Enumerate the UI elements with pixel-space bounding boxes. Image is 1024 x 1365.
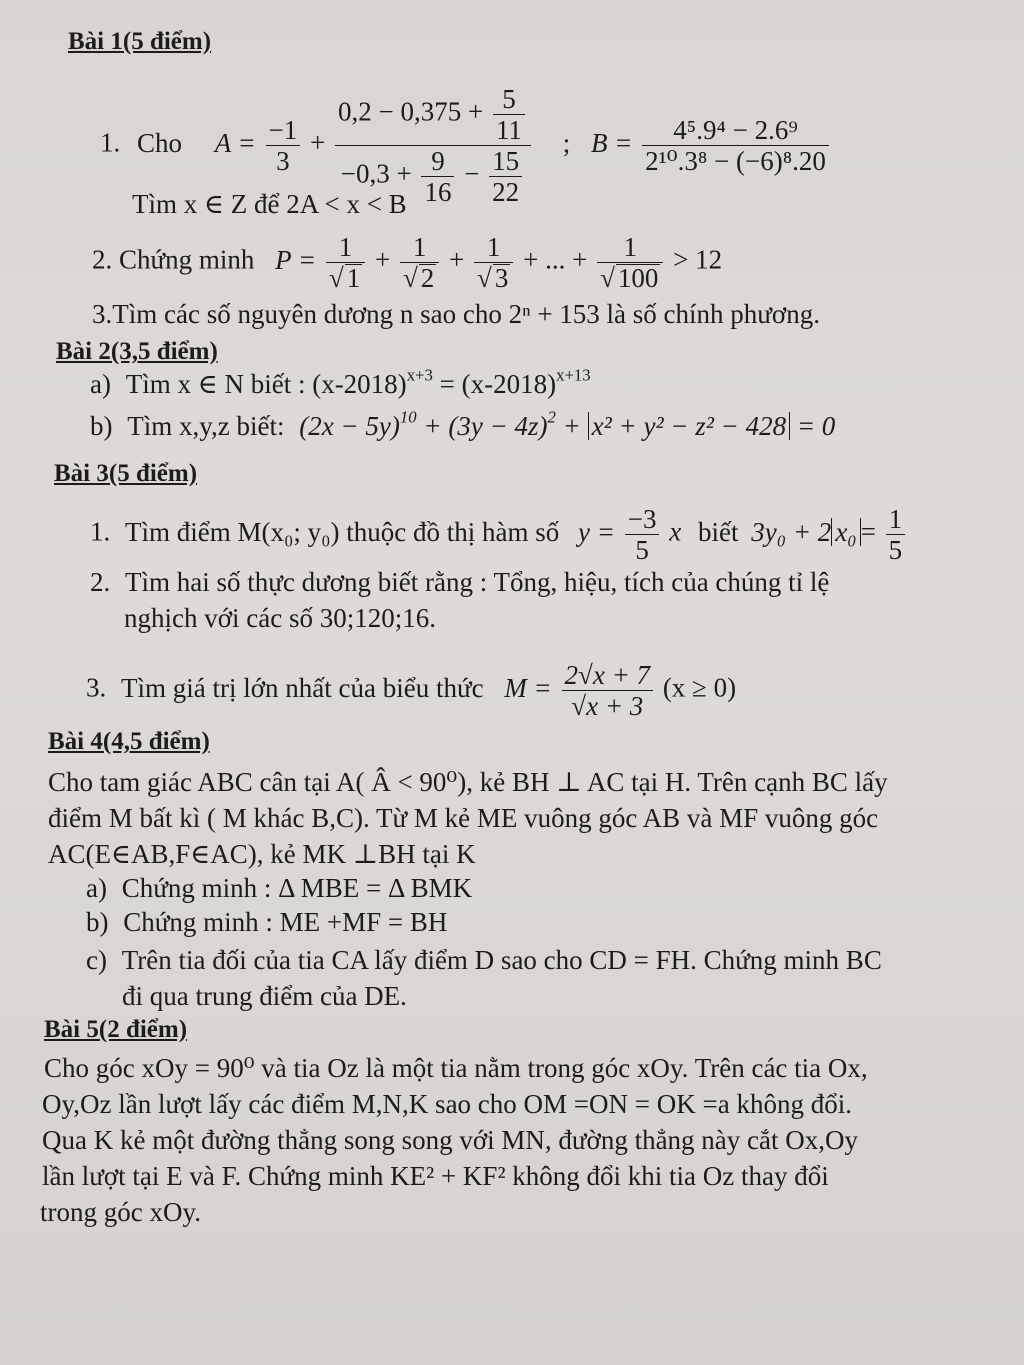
bai2-b-t1: (2x − 5y) bbox=[299, 411, 400, 441]
P-term-2-num: 1 bbox=[400, 232, 439, 263]
A-num-fraction bbox=[493, 84, 525, 145]
B-denominator: 2¹⁰.3⁸ − (−6)⁸.20 bbox=[645, 146, 826, 176]
bai3-q3-text: Tìm giá trị lớn nhất của biểu thức bbox=[121, 672, 484, 703]
A-den-f2-den: 22 bbox=[492, 177, 520, 207]
bai1-q1-find: Tìm x ∈ Z để 2A < x < B bbox=[132, 189, 407, 219]
P-term-last: $\frac{1}{√ 100}$ bbox=[597, 232, 663, 293]
B-fraction bbox=[642, 115, 829, 176]
bai2-b-t3: + bbox=[555, 411, 588, 441]
bai2-b-equation bbox=[299, 407, 836, 441]
bai4-p2: điểm M bất kì ( M khác B,C). Từ M kẻ ME vuông góc AB và MF vuông góc bbox=[48, 803, 879, 833]
bai3-q1-text: Tìm điểm M(x₀; y₀) thuộc đồ thị hàm số bbox=[125, 516, 560, 547]
bai3-q1-abs: x₀ bbox=[831, 518, 860, 546]
bai3-q1-rhs-num: 1 bbox=[886, 504, 906, 535]
bai3-q2-number: 2. bbox=[90, 567, 111, 597]
A-den-f1-den: 16 bbox=[424, 177, 452, 207]
bai2-a bbox=[90, 365, 591, 400]
bai4-c-line2: đi qua trung điểm của DE. bbox=[122, 981, 407, 1011]
bai1-q2-number: 2. bbox=[92, 244, 113, 275]
bai3-q1-rhs bbox=[886, 504, 906, 565]
bai1-q1-cho: Cho bbox=[137, 127, 183, 158]
A-num-text: 0,2 − 0,375 + bbox=[337, 96, 484, 127]
bai3-func-num: −3 bbox=[625, 504, 660, 535]
bai3-q1-eq: = bbox=[860, 516, 876, 547]
P-term-2-radicand: 2 bbox=[420, 263, 435, 293]
M-condition: (x ≥ 0) bbox=[662, 672, 737, 703]
bai2-b bbox=[90, 407, 836, 442]
P-term-1-radicand: 1 bbox=[346, 263, 361, 293]
bai3-q1-biet: biết bbox=[697, 516, 739, 547]
bai3-q2-text1: Tìm hai số thực dương biết rằng : Tổng, hiệu, tích của chúng tỉ lệ bbox=[125, 567, 830, 597]
bai5-line3: Qua K kẻ một đường thẳng song song với MN, đường thẳng này cắt Ox,Oy bbox=[42, 1125, 859, 1155]
P-term-3-radicand: 3 bbox=[494, 263, 509, 293]
bai4-p3: AC(E∈AB,F∈AC), kẻ MK ⊥BH tại K bbox=[48, 839, 476, 869]
P-plus-2: + bbox=[449, 244, 465, 275]
bai2-a-exp1: x+3 bbox=[406, 365, 433, 385]
bai2-b-abs: x² + y² − z² − 428 bbox=[588, 412, 790, 440]
P-rhs: > 12 bbox=[673, 244, 723, 275]
bai4-p1: Cho tam giác ABC cân tại A( Â < 90⁰), kẻ BH ⊥ AC tại H. Trên cạnh BC lấy bbox=[48, 767, 888, 797]
P-term-3: $\frac{1}{√ 3}$ bbox=[474, 232, 513, 293]
A-den-text: −0,3 + bbox=[340, 158, 412, 189]
bai2-heading: Bài 2(3,5 điểm) bbox=[56, 338, 218, 365]
A-den-f1-num: 9 bbox=[421, 146, 454, 177]
bai2-a-text: Tìm x ∈ N biết : (x-2018) bbox=[125, 369, 407, 399]
bai3-q1-cond: 3y₀ + 2 bbox=[751, 516, 832, 547]
separator: ; bbox=[562, 127, 571, 158]
B-numerator: 4⁵.9⁴ − 2.6⁹ bbox=[642, 115, 829, 146]
bai4-b-label: b) bbox=[86, 907, 109, 937]
bai1-q2-text: Chứng minh bbox=[119, 244, 255, 275]
bai5-line2: Oy,Oz lần lượt lấy các điểm M,N,K sao cho OM =ON = OK =a không đổi. bbox=[42, 1089, 852, 1119]
bai5-line1: Cho góc xOy = 90⁰ và tia Oz là một tia nằm trong góc xOy. Trên các tia Ox, bbox=[44, 1053, 868, 1083]
A-den-fraction-1 bbox=[421, 146, 454, 207]
bai2-b-t2: + (3y − 4z) bbox=[416, 411, 548, 441]
M-denominator: √x + 3 bbox=[571, 691, 644, 721]
M-numerator: 2√x + 7 bbox=[562, 660, 654, 691]
bai3-func-fraction bbox=[625, 504, 660, 565]
bai4-a bbox=[86, 872, 472, 904]
bai3-func-x: x bbox=[669, 516, 682, 547]
A-complex-numerator bbox=[335, 84, 531, 146]
bai3-q1 bbox=[90, 504, 908, 565]
bai3-heading: Bài 3(5 điểm) bbox=[54, 460, 198, 487]
A-f1-den: 3 bbox=[276, 146, 290, 176]
bai3-func-lhs: y = bbox=[578, 516, 615, 547]
bai4-a-label: a) bbox=[86, 873, 107, 903]
bai3-q1-rhs-den: 5 bbox=[888, 535, 903, 565]
A-den-fraction-2 bbox=[489, 146, 522, 207]
P-term-2: $\frac{1}{√ 2}$ bbox=[400, 232, 439, 293]
bai4-b-text: Chứng minh : ME +MF = BH bbox=[123, 907, 448, 937]
B-lhs: B = bbox=[590, 127, 633, 158]
bai2-a-exp2: x+13 bbox=[556, 365, 591, 385]
P-term-last-num: 1 bbox=[597, 232, 663, 263]
bai2-a-mid: = (x-2018) bbox=[432, 369, 557, 399]
bai2-b-e1: 10 bbox=[399, 407, 417, 427]
P-dots: + ... + bbox=[523, 244, 588, 275]
M-fraction bbox=[562, 660, 654, 721]
A-first-fraction bbox=[266, 115, 301, 176]
bai3-q2-line2: nghịch với các số 30;120;16. bbox=[124, 603, 436, 633]
bai4-c-label: c) bbox=[86, 945, 107, 975]
bai3-q3-number: 3. bbox=[86, 672, 107, 703]
bai4-c-text1: Trên tia đối của tia CA lấy điểm D sao cho CD = FH. Chứng minh BC bbox=[121, 945, 882, 975]
P-term-last-radicand: 100 bbox=[617, 263, 659, 293]
bai5-line4: lần lượt tại E và F. Chứng minh KE² + KF² không đổi khi tia Oz thay đổi bbox=[42, 1161, 829, 1191]
P-term-1-num: 1 bbox=[326, 232, 365, 263]
bai2-b-e2: 2 bbox=[547, 407, 556, 427]
A-f1-num: −1 bbox=[266, 115, 301, 146]
P-term-1: $\frac{1}{√ 1}$ bbox=[326, 232, 365, 293]
P-lhs: P = bbox=[275, 244, 317, 275]
A-plus: + bbox=[309, 127, 326, 158]
bai4-heading: Bài 4(4,5 điểm) bbox=[48, 728, 210, 755]
bai3-q2-line1 bbox=[90, 566, 829, 598]
bai3-q3 bbox=[86, 660, 736, 721]
M-lhs: M = bbox=[504, 672, 552, 703]
bai2-b-label: b) bbox=[90, 411, 113, 441]
bai4-a-text: Chứng minh : Δ MBE = Δ BMK bbox=[121, 873, 473, 903]
P-plus-1: + bbox=[374, 244, 391, 275]
bai1-q1-number: 1. bbox=[100, 127, 121, 158]
bai2-b-text: Tìm x,y,z biết: bbox=[127, 411, 285, 441]
bai5-heading: Bài 5(2 điểm) bbox=[44, 1016, 188, 1043]
bai4-b bbox=[86, 906, 447, 938]
A-lhs: A = bbox=[214, 127, 256, 158]
bai4-c bbox=[86, 944, 882, 976]
A-den-f2-num: 15 bbox=[489, 146, 522, 177]
bai1-heading: Bài 1(5 điểm) bbox=[68, 28, 212, 55]
A-num-frac-den: 11 bbox=[495, 115, 522, 145]
A-num-frac-num: 5 bbox=[493, 84, 525, 115]
bai2-b-t4: = 0 bbox=[790, 411, 836, 441]
bai5-line5: trong góc xOy. bbox=[40, 1197, 201, 1227]
A-den-minus: − bbox=[464, 158, 480, 189]
bai3-q1-number: 1. bbox=[90, 516, 111, 547]
bai1-q3: 3.Tìm các số nguyên dương n sao cho 2ⁿ + 153 là số chính phương. bbox=[92, 299, 820, 329]
bai3-func-den: 5 bbox=[635, 535, 649, 565]
bai1-q2-line bbox=[92, 232, 722, 293]
P-term-3-num: 1 bbox=[474, 232, 513, 263]
bai2-a-label: a) bbox=[90, 369, 111, 399]
